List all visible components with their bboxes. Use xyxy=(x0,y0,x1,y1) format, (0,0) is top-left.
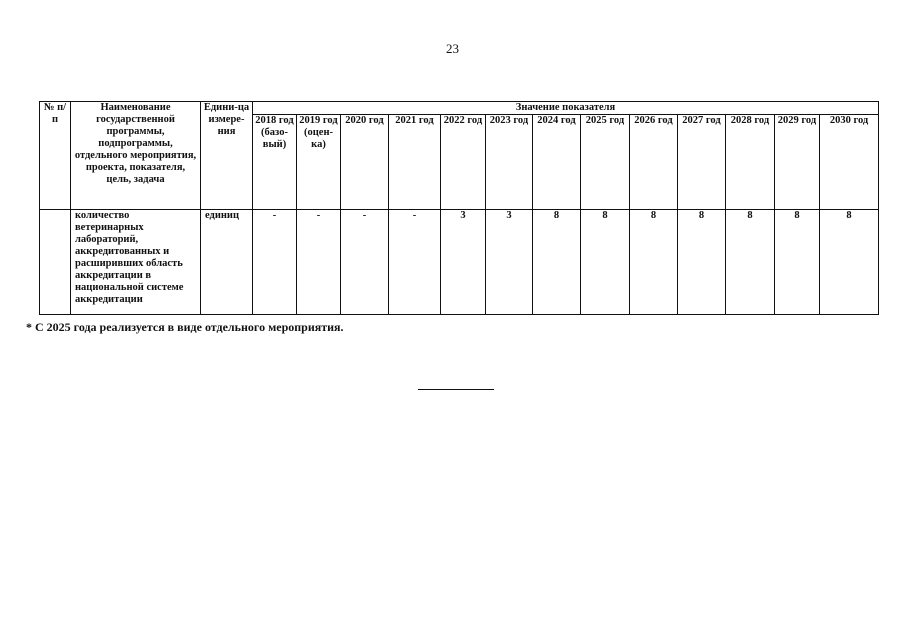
row-num xyxy=(40,210,71,315)
header-year: 2028 год xyxy=(726,115,775,210)
row-value: 8 xyxy=(820,210,879,315)
row-name: количество ветеринарных лабораторий, аккредитованных и расширивших область аккредитации в национальной системе аккредитации xyxy=(71,210,201,315)
header-year: 2022 год xyxy=(441,115,486,210)
row-value: 8 xyxy=(630,210,678,315)
header-year: 2023 год xyxy=(486,115,533,210)
row-value: 8 xyxy=(533,210,581,315)
row-value: - xyxy=(341,210,389,315)
row-unit: единиц xyxy=(201,210,253,315)
header-unit: Едини-ца измере-ния xyxy=(201,102,253,210)
row-value: - xyxy=(253,210,297,315)
indicator-table xyxy=(39,101,879,315)
row-value: 3 xyxy=(486,210,533,315)
separator-line xyxy=(418,389,494,390)
row-value: 8 xyxy=(775,210,820,315)
header-year: 2027 год xyxy=(678,115,726,210)
header-year: 2025 год xyxy=(581,115,630,210)
header-name: Наименование государственной программы, подпрограммы, отдельного мероприятия, проекта, показателя, цель, задача xyxy=(71,102,201,210)
header-year: 2019 год (оцен-ка) xyxy=(297,115,341,210)
header-year: 2024 год xyxy=(533,115,581,210)
header-year: 2029 год xyxy=(775,115,820,210)
header-year: 2026 год xyxy=(630,115,678,210)
header-year: 2018 год (базо-вый) xyxy=(253,115,297,210)
page-number: 23 xyxy=(446,41,459,56)
row-value: 8 xyxy=(726,210,775,315)
header-value-group: Значение показателя xyxy=(253,102,879,115)
table-row xyxy=(40,210,879,315)
row-value: 3 xyxy=(441,210,486,315)
header-row-top xyxy=(40,102,879,115)
header-year: 2021 год xyxy=(389,115,441,210)
row-value: - xyxy=(297,210,341,315)
row-value: - xyxy=(389,210,441,315)
row-value: 8 xyxy=(678,210,726,315)
header-year: 2020 год xyxy=(341,115,389,210)
row-value: 8 xyxy=(581,210,630,315)
footnote: * С 2025 года реализуется в виде отдельного мероприятия. xyxy=(26,320,344,334)
header-num: № п/п xyxy=(40,102,71,210)
header-year: 2030 год xyxy=(820,115,879,210)
